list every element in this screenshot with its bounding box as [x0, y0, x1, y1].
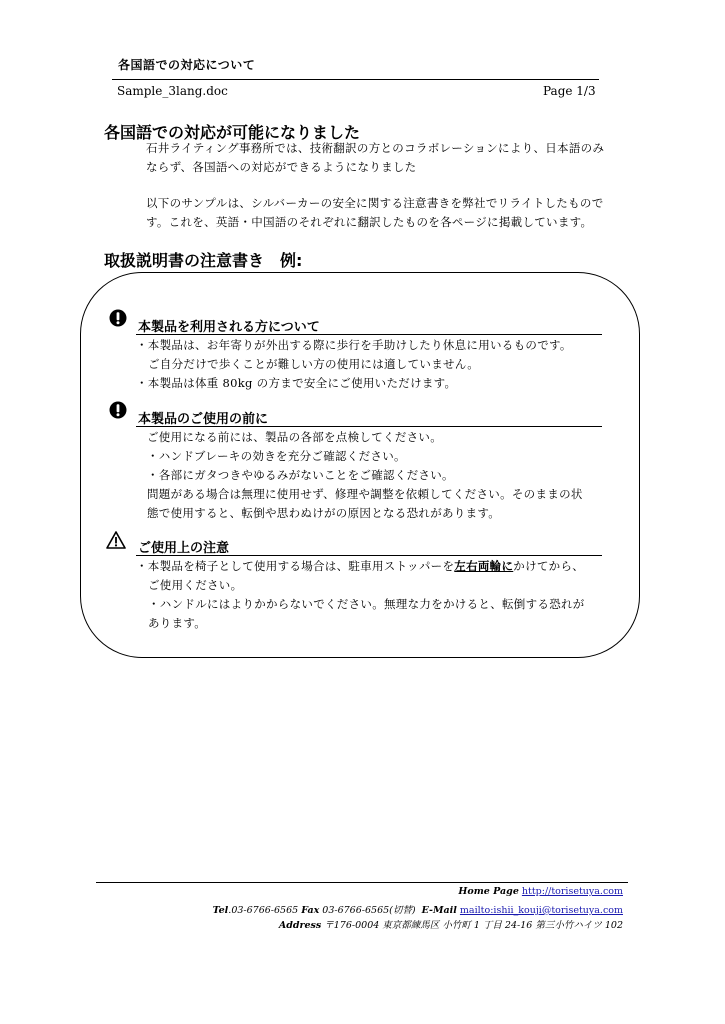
homepage-link[interactable]: http://torisetuya.com	[521, 886, 623, 897]
section-body-users	[136, 336, 572, 393]
exclamation-icon	[109, 401, 127, 419]
section-line: ・本製品は、お年寄りが外出する際に歩行を手助けしたり休息に用いるものです。	[136, 338, 572, 352]
section-title-precautions: ご使用上の注意	[138, 541, 230, 556]
address-label: Address	[278, 920, 322, 931]
intro-paragraph-2	[146, 194, 604, 232]
section-title-before-use: 本製品のご使用の前に	[138, 412, 269, 427]
intro-line: ならず、各国語への対応ができるようになりました	[146, 160, 417, 174]
tel-number: .03-6766-6565	[228, 905, 299, 916]
section-line: ご自分だけで歩くことが難しい方の使用には適していません。	[148, 357, 480, 371]
section-line: ・ハンドルにはよりかからないでください。無理な力をかけると、転倒する恐れが	[148, 597, 585, 611]
header-divider	[112, 79, 599, 80]
fax-note: (切替)	[389, 905, 416, 916]
intro-line: す。これを、英語・中国語のそれぞれに翻訳したものを各ページに掲載しています。	[146, 215, 593, 229]
page-number: Page 1/3	[543, 84, 596, 98]
example-heading: 取扱説明書の注意書き 例:	[104, 251, 303, 270]
exclamation-icon	[109, 309, 127, 327]
footer-address	[279, 917, 623, 931]
footer-contact	[213, 902, 623, 916]
homepage-label: Home Page	[458, 886, 519, 897]
section-line: ご使用ください。	[148, 578, 243, 592]
email-link[interactable]: mailto:ishii_kouji@torisetuya.com	[459, 905, 623, 916]
section-body-precautions	[136, 557, 585, 633]
intro-line: 以下のサンプルは、シルバーカーの安全に関する注意書きを弊社でリライトしたもので	[146, 196, 604, 210]
section-line	[136, 557, 585, 576]
section-line-text: ・本製品を椅子として使用する場合は、駐車用ストッパーを	[136, 559, 455, 573]
intro-paragraph-1	[146, 139, 604, 177]
address-text: 〒176-0004 東京都練馬区 小竹町 1 丁目 24-16 第三小竹ハイツ 102	[324, 920, 623, 931]
fax-number: 03-6766-6565	[322, 905, 390, 916]
footer-homepage	[458, 886, 623, 897]
intro-heading: 各国語での対応が可能になりました	[104, 123, 361, 142]
intro-line: 石井ライティング事務所では、技術翻訳の方とのコラボレーションにより、日本語のみ	[146, 141, 605, 155]
document-header-title: 各国語での対応について	[118, 58, 256, 72]
tel-label: Tel	[212, 905, 229, 916]
fax-label: Fax	[301, 905, 320, 916]
section-line: ・各部にガタつきやゆるみがないことをご確認ください。	[147, 468, 454, 482]
section-divider	[136, 426, 602, 427]
section-line-text: かけてから、	[513, 559, 585, 573]
email-label: E-Mail	[421, 905, 457, 916]
footer-divider	[96, 882, 628, 883]
section-divider	[136, 334, 602, 335]
section-line: ・本製品は体重 80kg の方まで安全にご使用いただけます。	[136, 376, 457, 390]
section-line: ・ハンドブレーキの効きを充分ご確認ください。	[147, 449, 406, 463]
section-line: 態で使用すると、転倒や思わぬけがの原因となる恐れがあります。	[147, 506, 501, 520]
document-filename: Sample_3lang.doc	[117, 84, 228, 98]
section-body-before-use	[147, 428, 583, 523]
section-line: あります。	[148, 616, 207, 630]
section-line: 問題がある場合は無理に使用せず、修理や調整を依頼してください。そのままの状	[147, 487, 583, 501]
warning-triangle-icon	[106, 531, 126, 549]
emphasis-text: 左右両輪に	[454, 559, 514, 573]
section-line: ご使用になる前には、製品の各部を点検してください。	[147, 430, 442, 444]
section-title-users: 本製品を利用される方について	[138, 320, 320, 335]
section-divider	[136, 555, 602, 556]
